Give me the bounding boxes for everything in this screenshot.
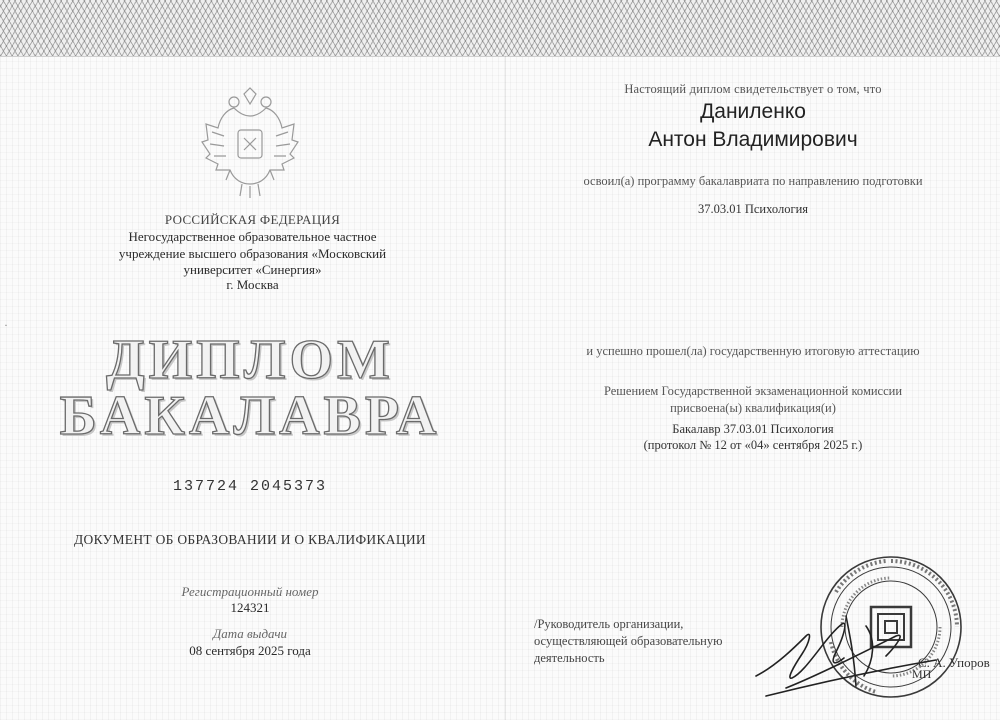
head-line-1: /Руководитель организации, (534, 617, 684, 631)
country-label: РОССИЙСКАЯ ФЕДЕРАЦИЯ (164, 212, 341, 227)
org-line-1: Негосударственное образовательное частное (128, 229, 377, 244)
signature-icon (746, 596, 946, 706)
registration-label: Регистрационный номер (181, 584, 319, 599)
attestation-text: и успешно прошел(ла) государственную итоговую аттестацию (586, 344, 920, 358)
serial-number: 137724 2045373 (172, 478, 328, 495)
org-line-3: университет «Синергия» (183, 262, 322, 277)
organization-name (0, 229, 505, 279)
graduate-name: Антон Владимирович (648, 128, 858, 151)
org-line-2: учреждение высшего образования «Московский (118, 245, 387, 261)
scan-mark: · (4, 318, 8, 332)
guilloche-border (0, 0, 1000, 57)
issue-date: 08 сентября 2025 года (189, 643, 311, 658)
diploma-title-line-1: ДИПЛОМ (106, 329, 394, 391)
protocol-reference: (протокол № 12 от «04» сентября 2025 г.) (643, 438, 863, 452)
registration-number: 124321 (230, 600, 270, 615)
program-name: 37.03.01 Психология (697, 202, 809, 216)
diploma-title-line-2: БАКАЛАВРА (59, 385, 441, 447)
head-line-2: осуществляющей образовательную (534, 634, 723, 648)
document-type: ДОКУМЕНТ ОБ ОБРАЗОВАНИИ И О КВАЛИФИКАЦИИ (74, 532, 426, 547)
issue-date-label: Дата выдачи (212, 626, 288, 641)
head-of-organization (534, 616, 722, 667)
mastered-program-text: освоил(а) программу бакалавриата по направлению подготовки (583, 174, 923, 188)
city-label: г. Москва (226, 277, 279, 292)
certifies-text: Настоящий диплом свидетельствует о том, что (624, 82, 882, 96)
commission-decision-line-1: Решением Государственной экзаменационной комиссии (603, 384, 903, 398)
qualification: Бакалавр 37.03.01 Психология (672, 422, 834, 436)
graduate-surname: Даниленко (700, 100, 806, 123)
right-page (506, 56, 1000, 720)
commission-decision-line-2: присвоена(ы) квалификация(и) (670, 401, 836, 415)
russian-coat-of-arms-icon (190, 84, 310, 204)
mp-label: МП (912, 667, 932, 681)
head-line-3: деятельность (534, 651, 605, 665)
left-page (0, 56, 505, 720)
signer-name: С. А. Упоров (918, 655, 990, 670)
